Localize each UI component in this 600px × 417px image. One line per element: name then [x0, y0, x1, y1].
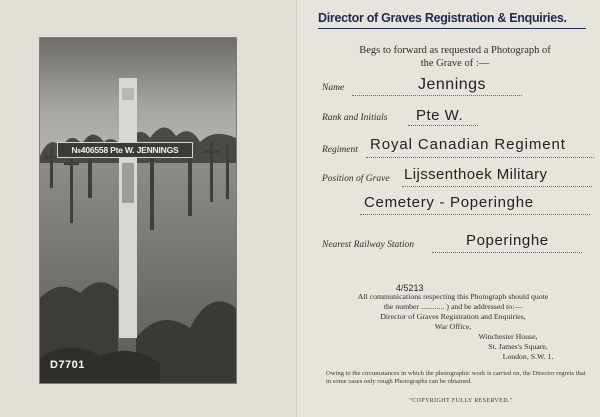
notice-line-1: All communications respecting this Photograph should quote [357, 292, 549, 301]
form-heading: Director of Graves Registration & Enquiries. [318, 11, 567, 25]
position-value-line-2: Cemetery - Poperinghe [364, 194, 534, 211]
address-line: Director of Graves Registration and Enquiries, [380, 312, 526, 321]
copyright-notice: "COPYRIGHT FULLY RESERVED." [409, 398, 513, 404]
regiment-label: Regiment [322, 145, 358, 155]
station-label: Nearest Railway Station [322, 240, 415, 250]
regiment-value: Royal Canadian Regiment [370, 136, 566, 153]
intro-text [330, 44, 580, 70]
grave-photo-image [40, 38, 236, 383]
notice-line-2: the number ............ ) and be addressed to:— [383, 302, 523, 311]
position-dots-1 [402, 186, 592, 187]
rank-label: Rank and Initials [322, 113, 388, 123]
left-page [0, 0, 298, 417]
heading-underline [318, 28, 586, 29]
intro-line-1: Begs to forward as requested a Photograph of [359, 45, 551, 56]
cross-nameplate: №406558 Pte W. JENNINGS [57, 142, 193, 158]
intro-line-2: the Grave of :— [420, 58, 490, 69]
rank-value: Pte W. [416, 107, 464, 124]
photo-reference-number: D7701 [50, 359, 85, 371]
address-line: Winchester House, [478, 332, 538, 341]
position-dots-2 [360, 214, 590, 215]
name-label: Name [322, 83, 345, 93]
regiment-dots [366, 157, 594, 158]
rank-dots [408, 125, 478, 126]
correspondence-notice [318, 292, 588, 362]
address-line: St. James's Square, [488, 342, 548, 351]
station-value: Poperinghe [466, 232, 549, 249]
name-value: Jennings [418, 76, 487, 93]
grave-photograph [40, 38, 236, 383]
reference-number: 4/5213 [396, 283, 424, 293]
station-dots [432, 252, 582, 253]
name-dots [352, 95, 522, 96]
footer-note: Owing to the circumstances in which the photographic work is carried on, the Director regrets that in some cases only rough Photographs can be obtained. [326, 370, 586, 385]
position-label: Position of Grave [322, 174, 390, 184]
position-value-line-1: Lijssenthoek Military [404, 166, 548, 183]
address-line: London, S.W. 1. [502, 352, 554, 361]
address-line: War Office, [434, 322, 472, 331]
